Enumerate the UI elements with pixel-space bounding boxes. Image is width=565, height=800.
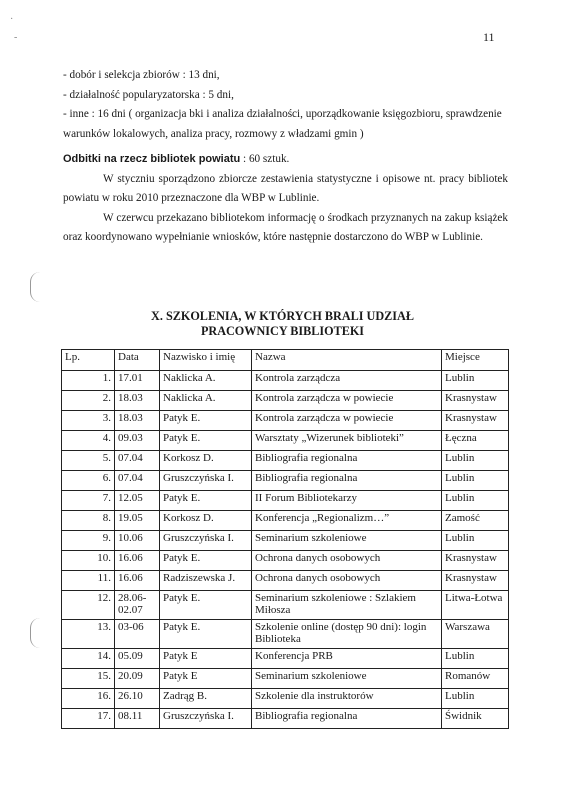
- cell-place: Litwa-Łotwa: [442, 591, 509, 620]
- cell-person: Korkosz D.: [160, 451, 252, 471]
- task-days-list: [63, 66, 508, 144]
- paragraph-june: W czerwcu przekazano bibliotekom informację o środkach przyznanych na zakup książek oraz koordynowano wypełnianie wniosków, które następnie dostarczono do WBP w Lublinie.: [63, 211, 508, 243]
- cell-place: Krasnystaw: [442, 571, 509, 591]
- cell-person: Patyk E: [160, 649, 252, 669]
- table-row: [62, 451, 509, 471]
- cell-lp: 3.: [62, 411, 115, 431]
- table-row: [62, 391, 509, 411]
- table-header-row: [62, 350, 509, 371]
- cell-date: 12.05: [115, 491, 160, 511]
- cell-title: Kontrola zarządcza: [252, 371, 442, 391]
- cell-date: 07.04: [115, 471, 160, 491]
- cell-person: Gruszczyńska I.: [160, 709, 252, 729]
- cell-lp: 12.: [62, 591, 115, 620]
- cell-title: Ochrona danych osobowych: [252, 571, 442, 591]
- cell-place: Lublin: [442, 471, 509, 491]
- cell-date: 28.06-02.07: [115, 591, 160, 620]
- cell-place: Lublin: [442, 531, 509, 551]
- paragraph-january: W styczniu sporządzono zbiorcze zestawienia statystyczne i opisowe nt. pracy bibliotek powiatu w roku 2010 przeznaczone dla WBP w Lublinie.: [63, 172, 508, 204]
- cell-lp: 10.: [62, 551, 115, 571]
- trainings-table: [61, 349, 509, 729]
- cell-person: Patyk E.: [160, 431, 252, 451]
- copies-section: [63, 150, 508, 248]
- section-title: [0, 309, 565, 339]
- table-row: [62, 371, 509, 391]
- cell-place: Romanów: [442, 669, 509, 689]
- cell-date: 17.01: [115, 371, 160, 391]
- cell-date: 09.03: [115, 431, 160, 451]
- cell-lp: 9.: [62, 531, 115, 551]
- cell-person: Radziszewska J.: [160, 571, 252, 591]
- copies-line: [63, 150, 508, 170]
- table-row: [62, 411, 509, 431]
- cell-place: Warszawa: [442, 620, 509, 649]
- cell-title: Konferencja PRB: [252, 649, 442, 669]
- header-date: Data: [115, 350, 160, 371]
- cell-title: II Forum Bibliotekarzy: [252, 491, 442, 511]
- cell-title: Seminarium szkoleniowe : Szlakiem Miłosza: [252, 591, 442, 620]
- cell-lp: 4.: [62, 431, 115, 451]
- cell-lp: 5.: [62, 451, 115, 471]
- cell-lp: 2.: [62, 391, 115, 411]
- table-row: [62, 649, 509, 669]
- cell-lp: 11.: [62, 571, 115, 591]
- cell-date: 03-06: [115, 620, 160, 649]
- cell-date: 18.03: [115, 391, 160, 411]
- cell-date: 07.04: [115, 451, 160, 471]
- cell-date: 10.06: [115, 531, 160, 551]
- cell-title: Seminarium szkoleniowe: [252, 669, 442, 689]
- table-row: [62, 669, 509, 689]
- scan-mark: -: [14, 32, 18, 43]
- binding-mark: [30, 272, 41, 302]
- section-title-line-2: PRACOWNICY BIBLIOTEKI: [200, 324, 365, 338]
- cell-title: Seminarium szkoleniowe: [252, 531, 442, 551]
- table-row: [62, 471, 509, 491]
- section-title-line-1: X. SZKOLENIA, W KTÓRYCH BRALI UDZIAŁ: [151, 309, 414, 323]
- cell-place: Zamość: [442, 511, 509, 531]
- table-row: [62, 511, 509, 531]
- cell-place: Lublin: [442, 371, 509, 391]
- cell-date: 05.09: [115, 649, 160, 669]
- header-place: Miejsce: [442, 350, 509, 371]
- cell-place: Świdnik: [442, 709, 509, 729]
- cell-lp: 17.: [62, 709, 115, 729]
- cell-person: Naklicka A.: [160, 371, 252, 391]
- cell-lp: 14.: [62, 649, 115, 669]
- cell-person: Patyk E.: [160, 551, 252, 571]
- cell-lp: 6.: [62, 471, 115, 491]
- table-row: [62, 709, 509, 729]
- header-name: Nazwisko i imię: [160, 350, 252, 371]
- scan-mark: ·: [10, 14, 14, 25]
- copies-value: : 60 sztuk.: [240, 153, 290, 165]
- cell-date: 26.10: [115, 689, 160, 709]
- table-row: [62, 431, 509, 451]
- cell-person: Patyk E: [160, 669, 252, 689]
- cell-date: 16.06: [115, 551, 160, 571]
- table-row: [62, 689, 509, 709]
- table-row: [62, 620, 509, 649]
- header-lp: Lp.: [62, 350, 115, 371]
- table-row: [62, 551, 509, 571]
- cell-lp: 13.: [62, 620, 115, 649]
- copies-label: Odbitki na rzecz bibliotek powiatu: [63, 153, 241, 165]
- cell-place: Lublin: [442, 491, 509, 511]
- cell-place: Lublin: [442, 451, 509, 471]
- cell-person: Korkosz D.: [160, 511, 252, 531]
- cell-person: Patyk E.: [160, 591, 252, 620]
- cell-title: Kontrola zarządcza w powiecie: [252, 391, 442, 411]
- cell-person: Patyk E.: [160, 491, 252, 511]
- cell-title: Warsztaty „Wizerunek biblioteki”: [252, 431, 442, 451]
- table-row: [62, 591, 509, 620]
- binding-mark: [30, 618, 41, 648]
- table-row: [62, 571, 509, 591]
- cell-date: 16.06: [115, 571, 160, 591]
- cell-title: Szkolenie online (dostęp 90 dni): login Biblioteka: [252, 620, 442, 649]
- cell-date: 18.03: [115, 411, 160, 431]
- cell-place: Krasnystaw: [442, 551, 509, 571]
- cell-title: Bibliografia regionalna: [252, 451, 442, 471]
- cell-place: Lublin: [442, 689, 509, 709]
- cell-lp: 15.: [62, 669, 115, 689]
- cell-place: Łęczna: [442, 431, 509, 451]
- cell-title: Konferencja „Regionalizm…”: [252, 511, 442, 531]
- page-number: 11: [483, 30, 495, 44]
- cell-date: 20.09: [115, 669, 160, 689]
- cell-person: Patyk E.: [160, 620, 252, 649]
- cell-person: Patyk E.: [160, 411, 252, 431]
- cell-person: Gruszczyńska I.: [160, 531, 252, 551]
- cell-lp: 1.: [62, 371, 115, 391]
- cell-lp: 16.: [62, 689, 115, 709]
- cell-date: 19.05: [115, 511, 160, 531]
- list-item: - działalność popularyzatorska : 5 dni,: [63, 88, 234, 101]
- cell-person: Naklicka A.: [160, 391, 252, 411]
- cell-title: Ochrona danych osobowych: [252, 551, 442, 571]
- cell-date: 08.11: [115, 709, 160, 729]
- cell-title: Kontrola zarządcza w powiecie: [252, 411, 442, 431]
- cell-title: Bibliografia regionalna: [252, 709, 442, 729]
- cell-lp: 8.: [62, 511, 115, 531]
- cell-place: Krasnystaw: [442, 391, 509, 411]
- cell-place: Krasnystaw: [442, 411, 509, 431]
- cell-title: Szkolenie dla instruktorów: [252, 689, 442, 709]
- table-row: [62, 491, 509, 511]
- list-item: - dobór i selekcja zbiorów : 13 dni,: [63, 69, 220, 81]
- cell-person: Zadrąg B.: [160, 689, 252, 709]
- cell-title: Bibliografia regionalna: [252, 471, 442, 491]
- list-item: - inne : 16 dni ( organizacja bki i analiza działalności, uporządkowanie księgozbioru, sprawdzenie warunków lokalowych, analiza pracy, rozmowy z władzami gmin ): [63, 108, 502, 140]
- header-title: Nazwa: [252, 350, 442, 371]
- cell-place: Lublin: [442, 649, 509, 669]
- cell-lp: 7.: [62, 491, 115, 511]
- cell-person: Gruszczyńska I.: [160, 471, 252, 491]
- table-row: [62, 531, 509, 551]
